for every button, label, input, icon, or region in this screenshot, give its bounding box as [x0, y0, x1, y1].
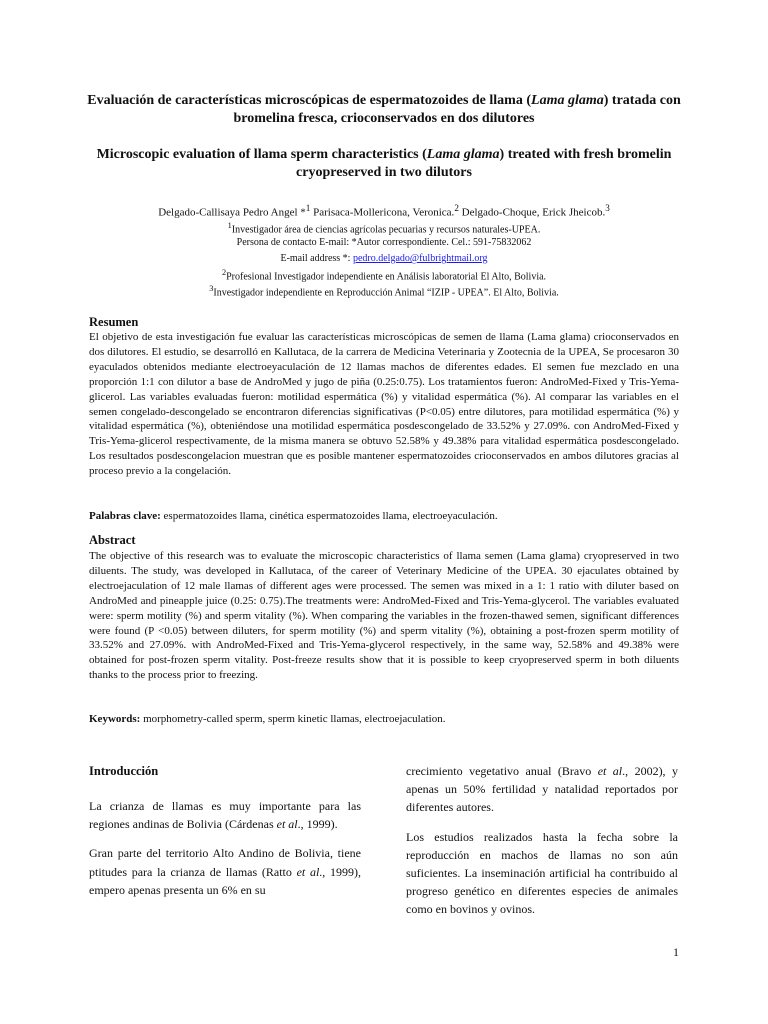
- affiliation-1: $^1$Investigador área de ciencias agrícolas pecuarias y recursos naturales-UPEA.: [227, 221, 541, 236]
- title-spanish: Evaluación de características microscópicas de espermatozoides de llama (Lama glama) tratada con bromelina fresca, crioconservados en dos dilutores: [87, 93, 681, 126]
- intro-paragraph-1: La crianza de llamas es muy importante para las regiones andinas de Bolivia (Cárdenas et al., 1999).: [89, 799, 361, 832]
- email-line: E-mail address *: pedro.delgado@fulbrightmail.org: [280, 253, 488, 264]
- intro-right-column: [406, 762, 678, 930]
- contact-line: Persona de contacto E-mail: *Autor correspondiente. Cel.: 591-75832062: [236, 237, 532, 248]
- resumen-text: El objetivo de esta investigación fue evaluar las características microscópicas de semen de llama (Lama glama) crioconservados en dos dilutores. El estudio, se desarrolló en Kallutaca, de la carrera de Medicina Veterinaria y Zootecnia de la UPEA, Se procesaron 30 eyaculados obtenidos mediante electroeyaculación de 12 llamas machos de diferentes edades. El semen fue mezclado en una proporción 1:1 con dilutor a base de AndroMed y jugo de piña (0.25:0.75). Los tratamientos fueron: AndroMed-Fixed y Tris-Yema-glicerol. Las variables evaluadas fueron: motilidad espermática (%) y vitalidad espermática (%). Al comparar las variables en el semen congelado-descongelado se encontraron diferencias significativas (P<0.05) entre dilutores, para motilidad espermática (%) y vitalidad espermática (%), obteniéndose una motilidad espermática posdescongelado de 33.52% y 27.09%. con AndroMed-Fixed y Tris-Yema-glicerol respectivamente, de la misma manera se obtuvo 52.58% y 49.38% para vitalidad espermática posdescongelado. Los resultados posdescongelacion muestran que es posible mantener espermatozoides crioconservados en ambos dilutores gracias al proceso previo a la congelación.: [89, 331, 679, 478]
- palabras-clave: Palabras clave: espermatozoides llama, cinética espermatozoides llama, electroeyaculación.: [89, 510, 498, 522]
- author-list: Delgado-Callisaya Pedro Angel *$^1$ Parisaca-Mollericona, Veronica.$^2$ Delgado-Choque, Erick Jheicob.$^3$: [158, 203, 610, 219]
- abstract-heading: Abstract: [89, 533, 136, 547]
- intro-left-column: [89, 762, 361, 910]
- keywords: Keywords: morphometry-called sperm, sperm kinetic llamas, electroejaculation.: [89, 713, 446, 725]
- page-number: 1: [673, 945, 679, 959]
- affiliation-3: $^3$Investigador independiente en Reproducción Animal “IZIP - UPEA”. El Alto, Bolivia.: [209, 284, 559, 299]
- title-english: Microscopic evaluation of llama sperm characteristics (Lama glama) treated with fresh bromelin cryopreserved in two dilutors: [96, 147, 672, 180]
- intro-heading: Introducción: [89, 764, 159, 778]
- email-link[interactable]: pedro.delgado@fulbrightmail.org: [352, 253, 488, 264]
- intro-paragraph-2: Gran parte del territorio Alto Andino de Bolivia, tiene ptitudes para la crianza de llamas (Ratto et al., 1999), empero apenas presenta un 6% en su: [89, 846, 362, 897]
- intro-paragraph-3: crecimiento vegetativo anual (Bravo et al., 2002), y apenas un 50% fertilidad y natalidad reportados por diferentes autores.: [406, 764, 678, 815]
- affiliation-2: $^2$Profesional Investigador independiente en Análisis laboratorial El Alto, Bolivia.: [221, 268, 547, 283]
- species-name: Lama glama: [531, 93, 604, 108]
- species-name: Lama glama: [426, 147, 500, 162]
- intro-paragraph-4: Los estudios realizados hasta la fecha sobre la reproducción en machos de llamas no son aún suficientes. La inseminación artificial ha contribuido al progreso genético en diferentes especies de animales como en bovinos y ovinos.: [406, 829, 678, 917]
- abstract-text: The objective of this research was to evaluate the microscopic characteristics of llama semen (Lama glama) cryopreserved in two diluents. The study, was developed in Kallutaca, of the career of Veterinary Medicine of the UPEA. 30 ejaculates obtained by electroejaculation of 12 male llamas of different ages were processed. The semen was mixed in a 1: 1 ratio with diluter based on AndroMed and pineapple juice (0.25: 0.75).The treatments were: AndroMed-Fixed and Tris-Yema-glycerol. The variables evaluated were: sperm motility (%) and sperm vitality (%). When comparing the variables in the frozen-thawed semen, significant differences were found (P <0.05) between diluters, for sperm motility (%) and sperm vitality (%), obtaining a post-frozen sperm motility of 33.52% and 27.09%. with AndroMed-Fixed and Tris-Yema-glycerol respectively, in the same way, 52.58% and 49.38% were obtained for post-frozen sperm vitality. Post-freeze results show that it is possible to keep cryopreserved sperm in both diluents thanks to the process prior to freezing.: [89, 550, 679, 682]
- resumen-heading: Resumen: [89, 315, 139, 329]
